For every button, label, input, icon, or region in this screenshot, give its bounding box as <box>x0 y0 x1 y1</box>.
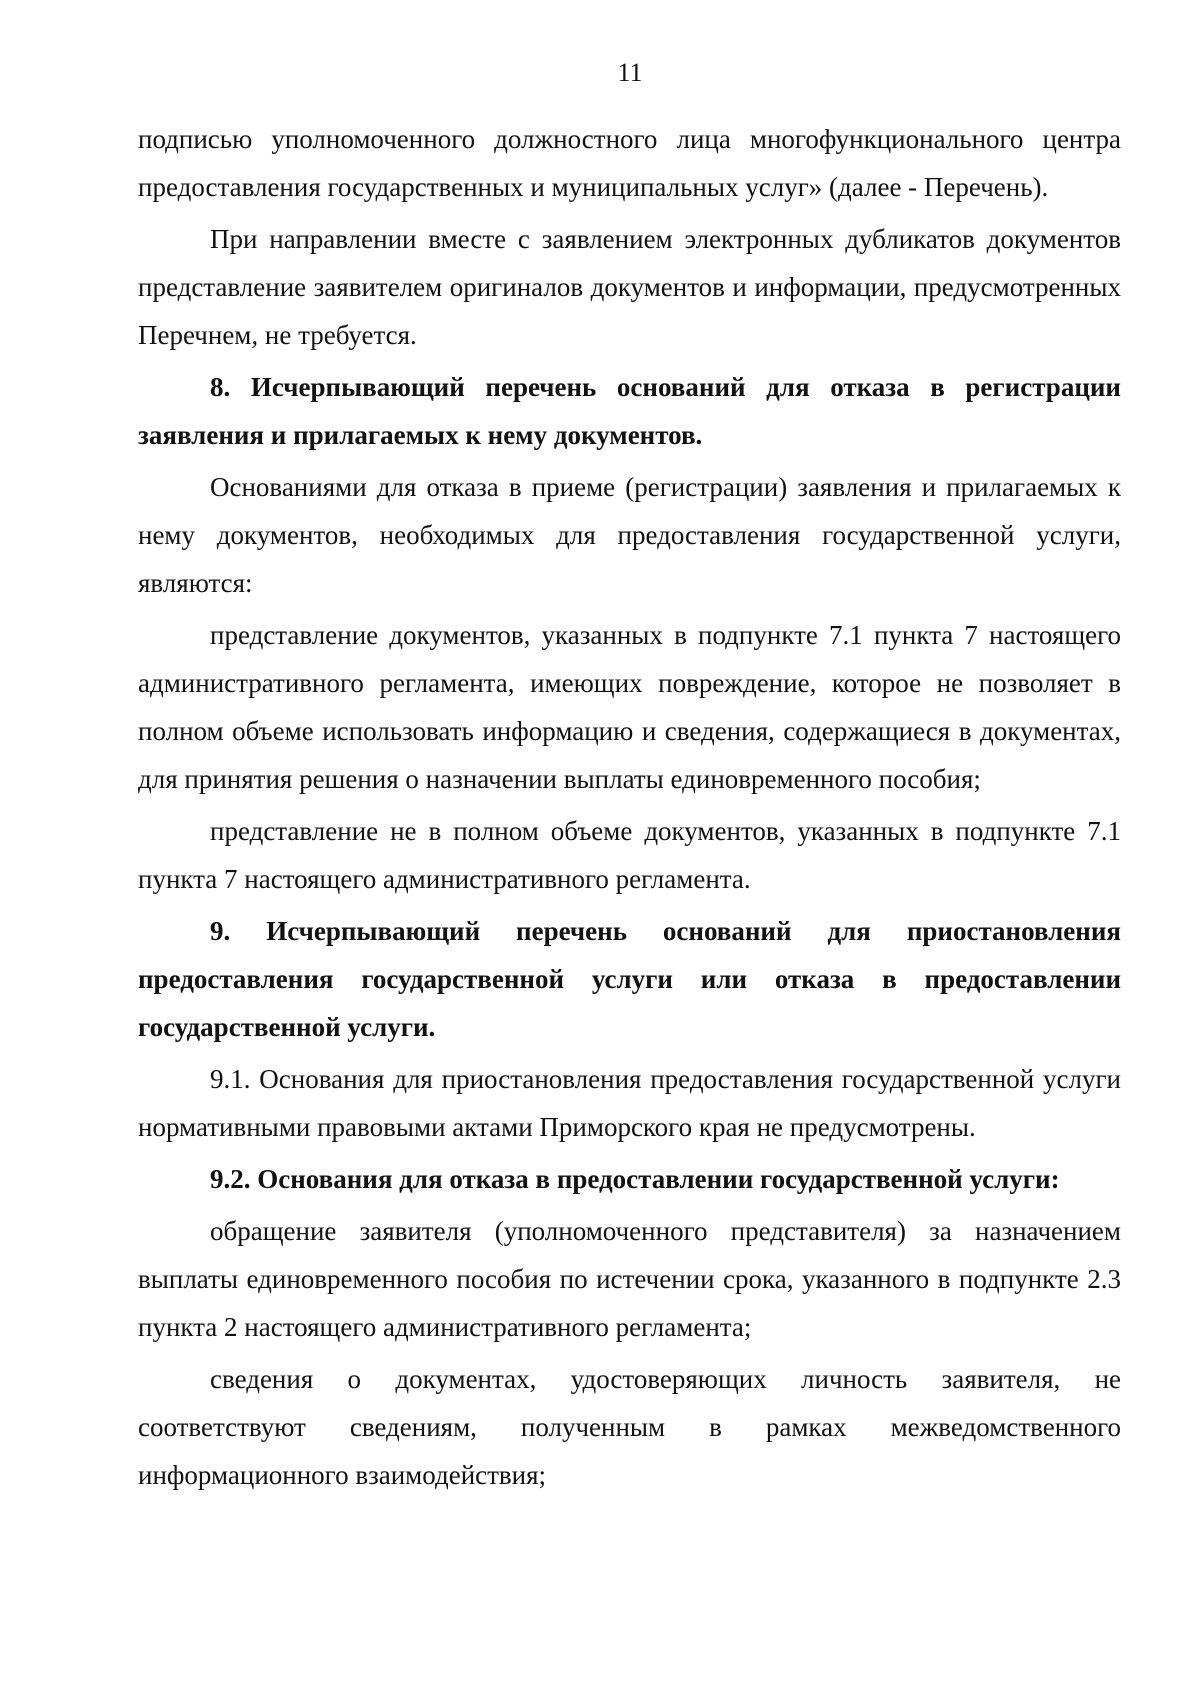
document-body <box>138 115 1121 1499</box>
paragraph-grounds-refusal-registration: Основаниями для отказа в приеме (регистрации) заявления и прилагаемых к нему документов, необходимых для предоставления государственной услуги, являются: <box>138 472 1121 598</box>
subsection-9-2-heading: 9.2. Основания для отказа в предоставлении государственной услуги: <box>210 1164 1060 1194</box>
page-number: 11 <box>617 58 643 87</box>
paragraph-9-1: 9.1. Основания для приостановления предоставления государственной услуги нормативными правовыми актами Приморского края не предусмотрены. <box>138 1064 1121 1142</box>
section-8-heading: 8. Исчерпывающий перечень оснований для отказа в регистрации заявления и прилагаемых к нему документов. <box>138 372 1121 450</box>
list-item-identity-mismatch: сведения о документах, удостоверяющих личность заявителя, не соответствуют сведениям, полученным в рамках межведомственного информационного взаимодействия; <box>138 1364 1121 1490</box>
list-item-deadline-expired: обращение заявителя (уполномоченного представителя) за назначением выплаты единовременного пособия по истечении срока, указанного в подпункте 2.3 пункта 2 настоящего административного регламента; <box>138 1216 1121 1342</box>
section-9-heading: 9. Исчерпывающий перечень оснований для приостановления предоставления государственной услуги или отказа в предоставлении государственной услуги. <box>138 916 1121 1042</box>
list-item-damaged-documents: представление документов, указанных в подпункте 7.1 пункта 7 настоящего административного регламента, имеющих повреждение, которое не позволяет в полном объеме использовать информацию и сведения, содержащиеся в документах, для принятия решения о назначении выплаты единовременного пособия; <box>138 620 1121 794</box>
list-item-incomplete-documents: представление не в полном объеме документов, указанных в подпункте 7.1 пункта 7 настоящего административного регламента. <box>138 816 1121 894</box>
paragraph-electronic-duplicates: При направлении вместе с заявлением электронных дубликатов документов представление заявителем оригиналов документов и информации, предусмотренных Перечнем, не требуется. <box>138 224 1121 350</box>
paragraph-continuation: подписью уполномоченного должностного лица многофункционального центра предоставления государственных и муниципальных услуг» (далее - Перечень). <box>138 124 1121 202</box>
